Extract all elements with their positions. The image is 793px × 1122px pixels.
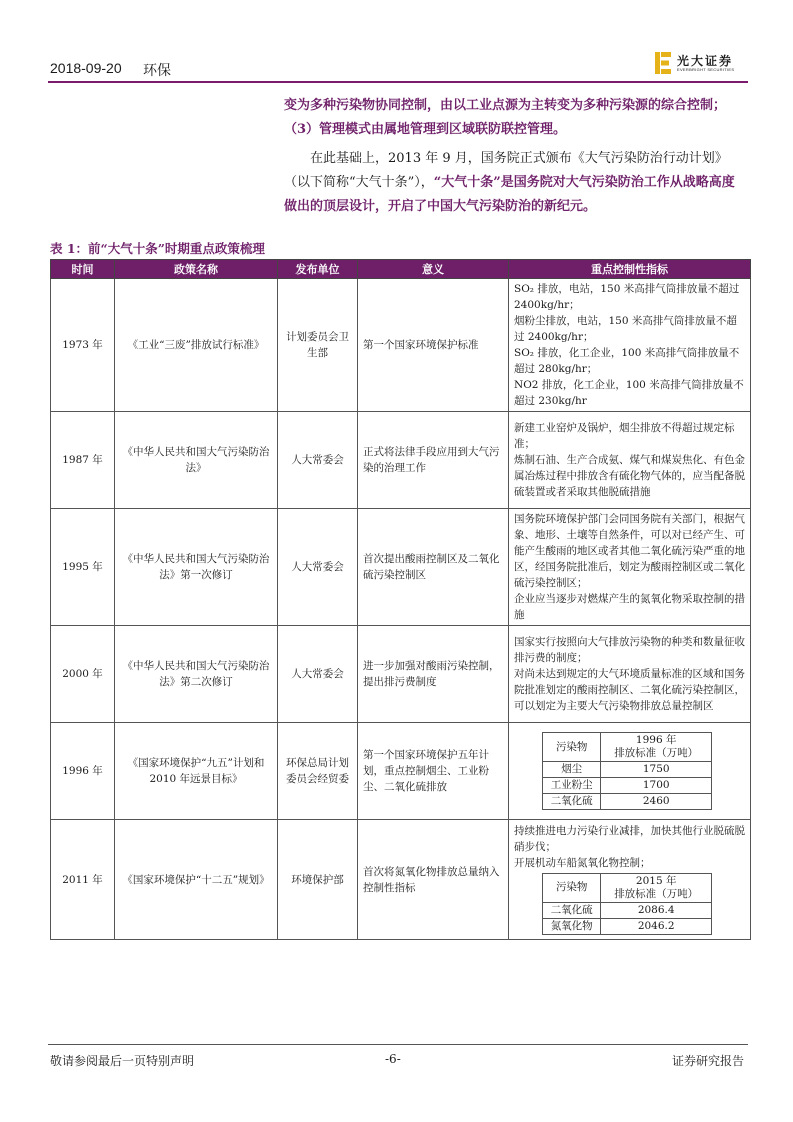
subtable-col1: 污染物 <box>543 873 601 902</box>
cell-significance: 第一个国家环境保护五年计划，重点控制烟尘、工业粉尘、二氧化硫排放 <box>358 723 509 820</box>
indicator-line: 烟粉尘排放，电站，150 米高排气筒排放量不超过 2400kg/hr； <box>514 315 737 343</box>
cell-year: 1973 年 <box>51 279 115 412</box>
cell-year: 1995 年 <box>51 509 115 626</box>
indicator-line: 开展机动车船氮氧化物控制； <box>514 856 651 869</box>
table-caption: 表 1：前“大气十条”时期重点政策梳理 <box>50 241 265 256</box>
emission-subtable <box>542 873 712 935</box>
page-number: -6- <box>385 1052 401 1066</box>
cell-policy: 《中华人民共和国大气污染防治法》第一次修订 <box>115 509 278 626</box>
indicator-line: 国家实行按照向大气排放污染物的种类和数量征收排污费的制度； <box>514 636 745 664</box>
header-significance: 意义 <box>358 260 509 279</box>
report-sector: 环保 <box>143 63 171 79</box>
indicator-line: 新建工业窑炉及锅炉，烟尘排放不得超过规定标准； <box>514 422 735 450</box>
header-divider <box>48 81 748 83</box>
subtable-row <box>543 902 712 918</box>
indicator-line: 炼制石油、生产合成氨、煤气和煤炭焦化、有色金属冶炼过程中排放含有硫化物气体的，应当配备脱硫装置或者采取其他脱硫措施 <box>514 454 745 498</box>
cell-policy: 《工业“三废”排放试行标准》 <box>115 279 278 412</box>
subtable-col1: 污染物 <box>543 733 601 762</box>
indicator-line: 持续推进电力污染行业减排，加快其他行业脱硫脱硝步伐； <box>514 824 745 853</box>
subtable-row <box>543 778 712 794</box>
footer-divider <box>48 1044 748 1045</box>
cell-significance: 首次提出酸雨控制区及二氧化硫污染控制区 <box>358 509 509 626</box>
header-indicators: 重点控制性指标 <box>509 260 751 279</box>
subtable-col2-year: 1996 年 <box>635 734 677 746</box>
cell-significance: 第一个国家环境保护标准 <box>358 279 509 412</box>
paragraph-2 <box>284 147 747 219</box>
paragraph-1: 变为多种污染物协同控制，由以工业点源为主转变为多种污染源的综合控制；（3）管理模式由属地管理到区域联防联控管理。 <box>284 98 727 137</box>
pollutant-name: 工业粉尘 <box>543 778 601 794</box>
subtable-col2 <box>601 873 712 902</box>
footer-report-type: 证券研究报告 <box>672 1054 745 1068</box>
paragraph-2-plain: 在此基础上，2013 年 9 月，国务院正式颁布《大气污染防治行动计划》（以下简称“大气十条”）， <box>284 151 728 190</box>
cell-policy: 《国家环境保护“十二五”规划》 <box>115 820 278 940</box>
subtable-row <box>543 918 712 934</box>
cell-significance: 首次将氮氧化物排放总量纳入控制性指标 <box>358 820 509 940</box>
pollutant-name: 二氧化硫 <box>543 902 601 918</box>
header-issuer: 发布单位 <box>278 260 358 279</box>
paragraph-2-highlight: “大气十条”是国务院对大气污染防治工作从战略高度做出的顶层设计，开启了中国大气污染防治的新纪元。 <box>284 175 735 214</box>
cell-issuer: 人大常委会 <box>278 626 358 723</box>
report-date: 2018-09-20 <box>50 60 122 76</box>
indicator-line: 对尚未达到规定的大气环境质量标准的区域和国务院批准划定的酸雨控制区、二氧化硫污染控制区，可以划定为主要大气污染物排放总量控制区 <box>514 668 745 712</box>
table-header-row <box>51 260 751 279</box>
cell-significance: 进一步加强对酸雨污染控制，提出排污费制度 <box>358 626 509 723</box>
subtable-header <box>543 873 712 902</box>
pollutant-value: 2460 <box>601 794 712 810</box>
subtable-row <box>543 762 712 778</box>
policy-table <box>50 259 751 940</box>
table-row <box>51 279 751 412</box>
indicator-line: SO₂ 排放，电站，150 米高排气筒排放量不超过 2400kg/hr； <box>514 283 740 311</box>
pollutant-value: 2086.4 <box>601 902 712 918</box>
cell-issuer: 人大常委会 <box>278 412 358 509</box>
header-policy: 政策名称 <box>115 260 278 279</box>
cell-indicators <box>509 412 751 509</box>
logo-text-en: EVERBRIGHT SECURITIES <box>677 67 735 72</box>
indicator-line: SO₂ 排放，化工企业，100 米高排气筒排放量不超过 280kg/hr； <box>514 347 740 375</box>
header-time: 时间 <box>51 260 115 279</box>
indicator-line: NO2 排放，化工企业，100 米高排气筒排放量不超过 230kg/hr <box>514 379 744 407</box>
logo-mark-icon <box>655 52 671 74</box>
subtable-row <box>543 794 712 810</box>
cell-year: 2000 年 <box>51 626 115 723</box>
cell-indicators <box>509 723 751 820</box>
pollutant-name: 氮氧化物 <box>543 918 601 934</box>
indicator-line: 企业应当逐步对燃煤产生的氮氧化物采取控制的措施 <box>514 593 745 621</box>
pollutant-value: 1750 <box>601 762 712 778</box>
company-logo <box>655 52 747 76</box>
cell-issuer: 人大常委会 <box>278 509 358 626</box>
cell-year: 1996 年 <box>51 723 115 820</box>
subtable-col2-unit: 排放标准（万吨） <box>614 887 699 900</box>
cell-indicators <box>509 279 751 412</box>
table-row <box>51 820 751 940</box>
cell-issuer: 计划委员会卫生部 <box>278 279 358 412</box>
cell-indicators <box>509 509 751 626</box>
table-row <box>51 626 751 723</box>
table-row <box>51 723 751 820</box>
table-row <box>51 412 751 509</box>
cell-policy: 《中华人民共和国大气污染防治法》 <box>115 412 278 509</box>
subtable-col2 <box>601 733 712 762</box>
cell-indicators <box>509 626 751 723</box>
pollutant-value: 1700 <box>601 778 712 794</box>
pollutant-name: 二氧化硫 <box>543 794 601 810</box>
cell-year: 2011 年 <box>51 820 115 940</box>
cell-policy: 《中华人民共和国大气污染防治法》第二次修订 <box>115 626 278 723</box>
subtable-header <box>543 733 712 762</box>
subtable-col2-year: 2015 年 <box>635 874 677 887</box>
cell-significance: 正式将法律手段应用到大气污染的治理工作 <box>358 412 509 509</box>
cell-indicators <box>509 820 751 940</box>
cell-issuer: 环保总局计划委员会经贸委 <box>278 723 358 820</box>
cell-year: 1987 年 <box>51 412 115 509</box>
table-row <box>51 509 751 626</box>
logo-text-cn: 光大证券 <box>677 54 734 68</box>
subtable-col2-unit: 排放标准（万吨） <box>614 747 699 759</box>
emission-subtable <box>542 732 712 810</box>
indicator-line: 国务院环境保护部门会同国务院有关部门，根据气象、地形、土壤等自然条件，可以对已经产生、可能产生酸雨的地区或者其他二氧化硫污染严重的地区，经国务院批准后，划定为酸雨控制区或二氧化硫污染控制区； <box>514 513 745 589</box>
footer-disclaimer: 敬请参阅最后一页特别声明 <box>50 1054 195 1068</box>
pollutant-value: 2046.2 <box>601 918 712 934</box>
cell-policy: 《国家环境保护“九五”计划和 2010 年远景目标》 <box>115 723 278 820</box>
cell-issuer: 环境保护部 <box>278 820 358 940</box>
pollutant-name: 烟尘 <box>543 762 601 778</box>
